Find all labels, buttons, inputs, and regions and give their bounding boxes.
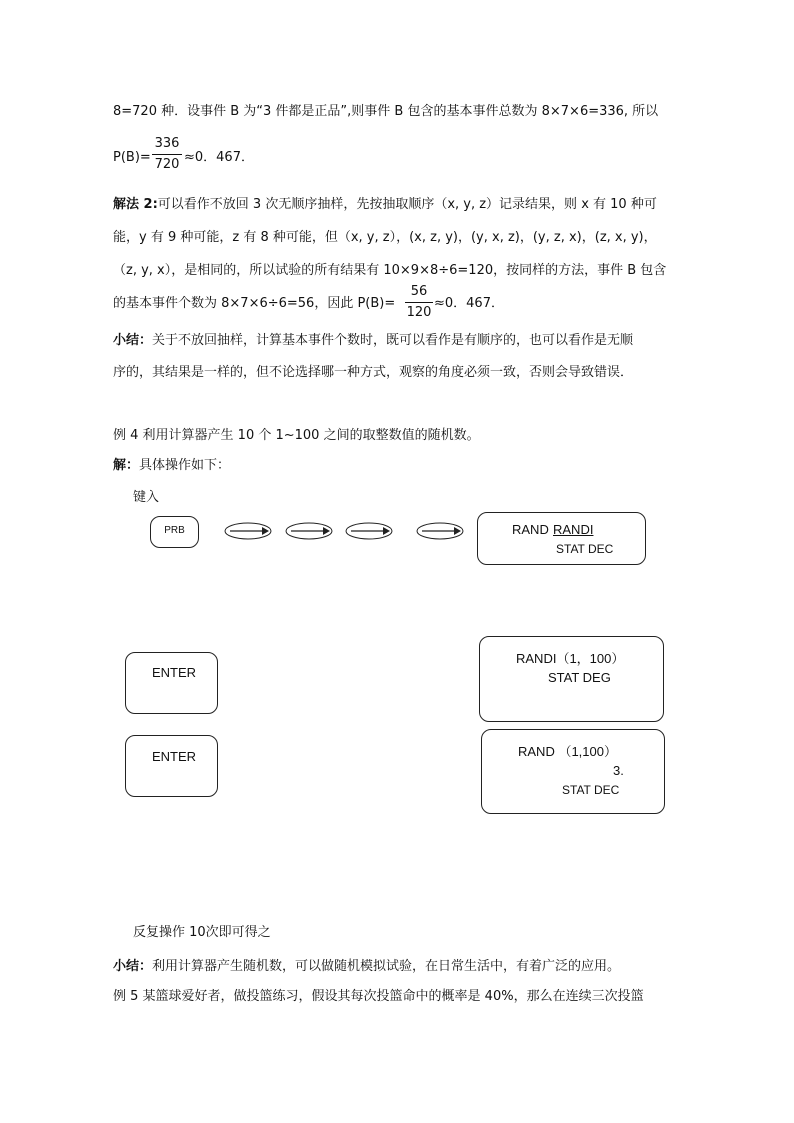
prb-key-label: PRB <box>164 525 185 536</box>
example-title: 例 5 某篮球爱好者，做投篮练习，假设其每次投篮命中的概率是 40%，那么在连续三次投篮 <box>113 989 644 1004</box>
arrow-key-icon <box>416 522 464 540</box>
text-line: 8=720 种．设事件 B 为“3 件都是正品”,则事件 B 包含的基本事件总数为 8×7×6=336, 所以 <box>113 104 659 119</box>
fraction <box>405 284 433 321</box>
enter-key-label: ENTER <box>152 749 197 764</box>
calculator-screen-1 <box>477 512 646 565</box>
keyin-label: 键入 <box>133 490 160 505</box>
summary-text: 利用计算器产生随机数，可以做随机模拟试验，在日常生活中，有着广泛的应用。 <box>152 959 621 974</box>
screen-status: STAT DEG <box>548 670 611 685</box>
screen-text: RANDI（1，100） <box>516 651 625 666</box>
screen-text: RAND <box>512 522 549 537</box>
text-line <box>113 958 620 976</box>
solution-text: 可以看作不放回 3 次无顺序抽样，先按抽取顺序（x, y, z）记录结果，则 x 有 10 种可 <box>157 197 657 212</box>
text-line <box>113 332 633 350</box>
fraction <box>152 136 182 173</box>
fraction-numerator: 56 <box>410 284 428 299</box>
repeat-text: 反复操作 10次即可得之 <box>133 925 271 940</box>
screen-status: STAT DEC <box>556 542 614 556</box>
fraction-bar <box>152 154 182 155</box>
calculator-screen-2 <box>479 636 664 722</box>
screen-status: STAT DEC <box>562 783 620 797</box>
text-line: （z, y, x），是相同的，所以试验的所有结果有 10×9×8÷6=120，按同样的方法，事件 B 包含 <box>113 263 667 278</box>
arrow-key-icon <box>345 522 393 540</box>
text-line: 的基本事件个数为 8×7×6÷6=56，因此 P(B)= <box>113 296 396 311</box>
text-line: 序的，其结果是一样的，但不论选择哪一种方式，观察的角度必须一致，否则会导致错误． <box>113 365 634 380</box>
calculator-screen-3 <box>481 729 665 814</box>
solution-label: 解法 2: <box>113 197 158 212</box>
answer-label: 解： <box>113 458 140 473</box>
fraction-denominator: 120 <box>406 305 432 320</box>
summary-label: 小结： <box>113 333 153 348</box>
arrow-key-icon <box>285 522 333 540</box>
arrow-key-icon <box>224 522 272 540</box>
text-line <box>113 196 657 214</box>
text-line <box>113 457 230 475</box>
example-title: 例 4 利用计算器产生 10 个 1~100 之间的取整数值的随机数。 <box>113 428 480 443</box>
fraction-bar <box>405 302 433 303</box>
summary-label: 小结： <box>113 959 153 974</box>
prb-key <box>150 516 199 548</box>
enter-key-label: ENTER <box>152 665 197 680</box>
probability-prefix: P(B)= <box>113 150 151 165</box>
screen-text-selected: RANDI <box>553 522 594 537</box>
enter-key <box>125 652 218 714</box>
answer-text: 具体操作如下： <box>139 458 231 473</box>
probability-value: ≈0．467． <box>184 150 254 165</box>
summary-text: 关于不放回抽样，计算基本事件个数时，既可以看作是有顺序的，也可以看作是无顺 <box>152 333 634 348</box>
probability-value: ≈0．467． <box>434 296 504 311</box>
fraction-denominator: 720 <box>154 157 180 172</box>
text-line: 能，y 有 9 种可能，z 有 8 种可能，但（x, y, z），(x, z, y)，(y, x, z)，(y, z, x)，(z, x, y)， <box>113 230 657 245</box>
fraction-numerator: 336 <box>154 136 180 151</box>
screen-result: 3. <box>613 763 624 778</box>
screen-text: RAND （1,100） <box>518 744 617 759</box>
enter-key <box>125 735 218 797</box>
